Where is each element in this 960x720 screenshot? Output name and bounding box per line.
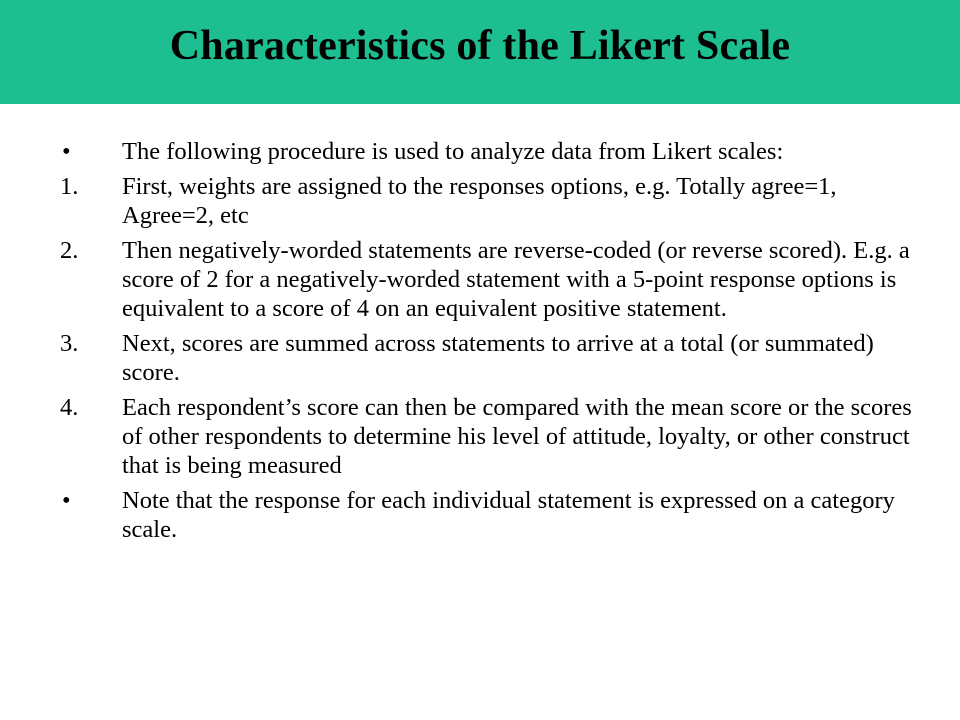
list-item-text: Next, scores are summed across statements to arrive at a total (or summated) score. xyxy=(122,330,874,386)
list-item-text: Note that the response for each individual statement is expressed on a category scale. xyxy=(122,487,895,543)
list-item-note-bullet xyxy=(60,486,920,544)
bullet-marker: • xyxy=(62,487,71,514)
list-item-intro-bullet xyxy=(60,137,920,166)
slide-content xyxy=(60,137,920,550)
list-item-step-4 xyxy=(60,393,920,480)
list-item-text: Each respondent’s score can then be compared with the mean score or the scores of other respondents to determine his level of attitude, loyalty, or other construct that is being measured xyxy=(122,394,912,479)
list-item-step-2 xyxy=(60,236,920,323)
title-bar xyxy=(0,0,960,104)
slide-title: Characteristics of the Likert Scale xyxy=(169,23,791,69)
list-item-text: First, weights are assigned to the responses options, e.g. Totally agree=1, Agree=2, etc xyxy=(122,173,837,229)
number-marker: 4. xyxy=(60,394,79,421)
list-item-text: Then negatively-worded statements are reverse-coded (or reverse scored). E.g. a score of 2 for a negatively-worded statement with a 5-point response options is equivalent to a score of 4 on an equivalent positive statement. xyxy=(122,237,910,322)
list-item-step-1 xyxy=(60,172,920,230)
bullet-marker: • xyxy=(62,138,71,165)
number-marker: 2. xyxy=(60,237,79,264)
list-item-step-3 xyxy=(60,329,920,387)
number-marker: 1. xyxy=(60,173,79,200)
number-marker: 3. xyxy=(60,330,79,357)
list-item-text: The following procedure is used to analyze data from Likert scales: xyxy=(122,138,784,165)
